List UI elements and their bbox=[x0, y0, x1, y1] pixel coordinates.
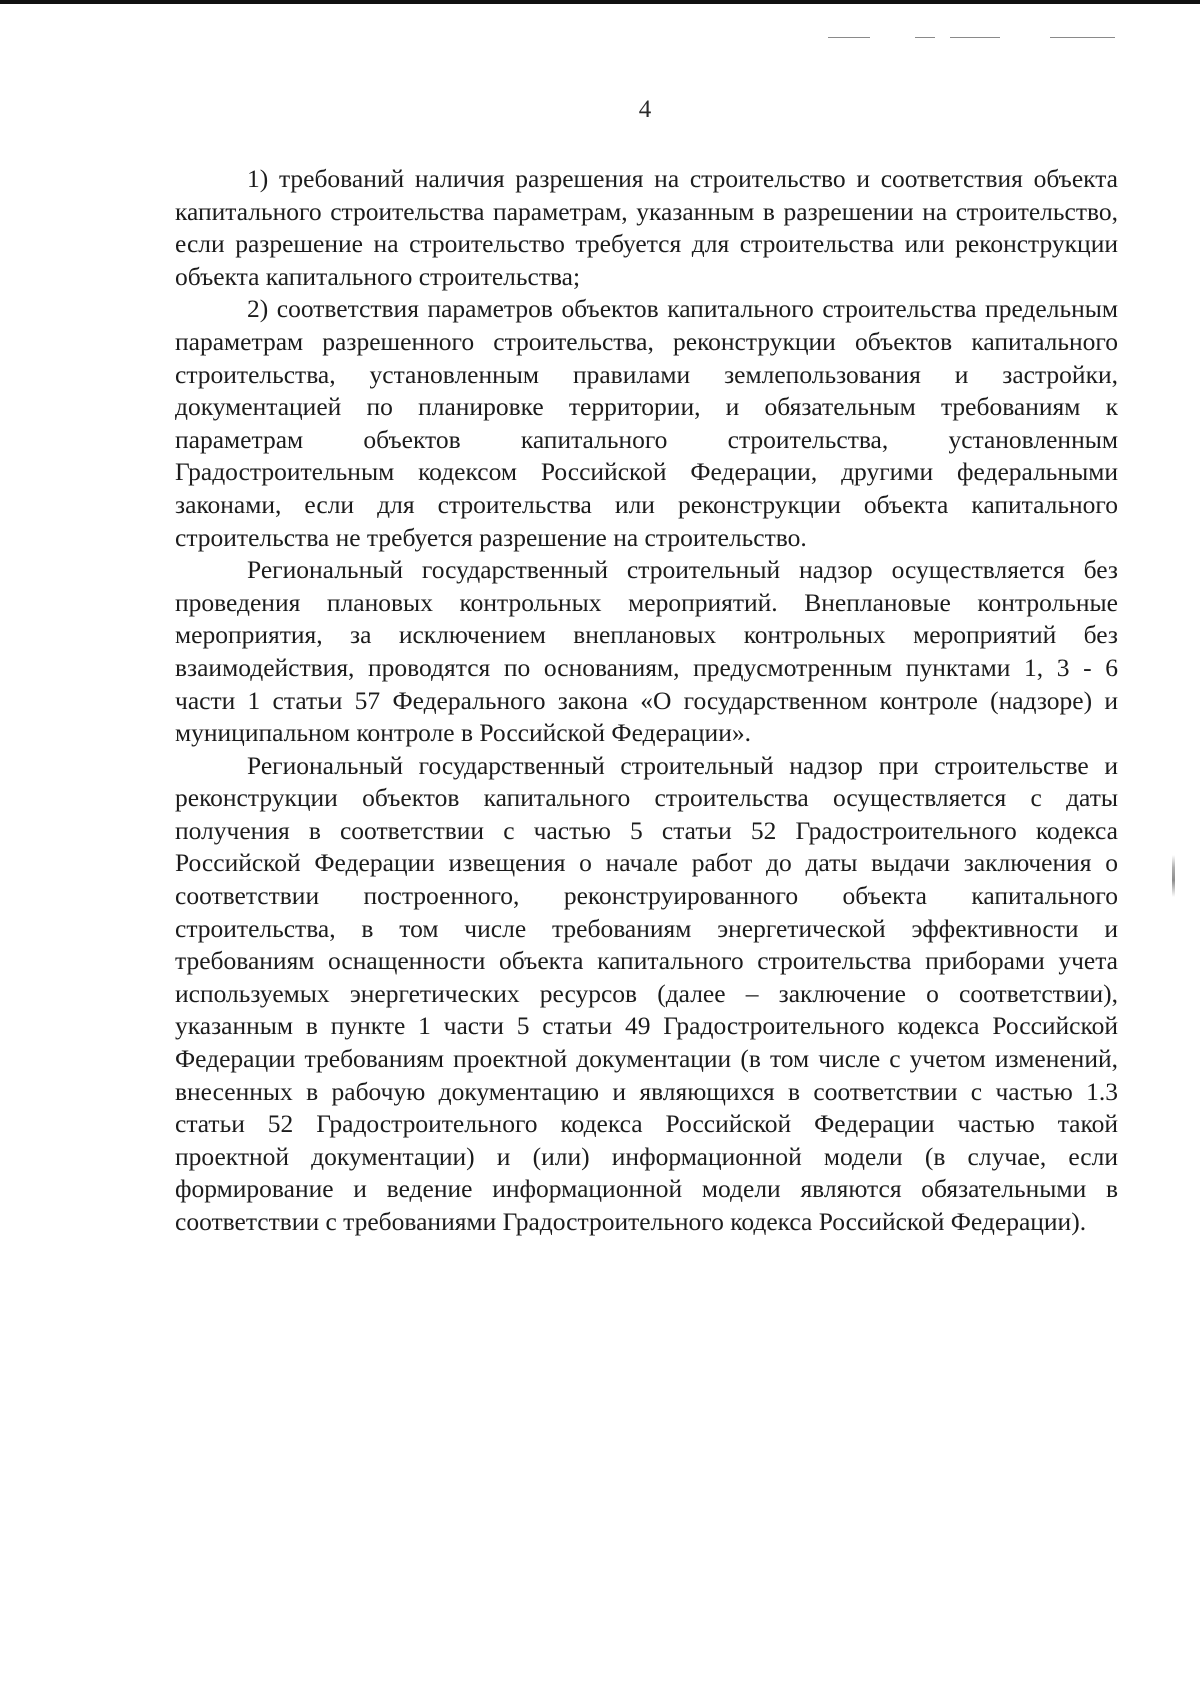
page-number: 4 bbox=[638, 96, 652, 123]
paragraph-supervision-period: Региональный государственный строительный надзор при строительстве и реконструкции объектов капитального строительства осуществляется с даты получения в соответствии с частью 5 статьи 52 Градостроительного кодекса Российской Федерации извещения о начале работ до даты выдачи заключения о соответствии построенного, реконструированного объекта капитального строительства, в том числе требованиям энергетической эффективности и требованиям оснащенности объекта капитального строительства приборами учета используемых энергетических ресурсов (далее – заключение о соответствии), указанным в пункте 1 части 5 статьи 49 Градостроительного кодекса Российской Федерации требованиям проектной документации (в том числе с учетом изменений, внесенных в рабочую документацию и являющихся в соответствии с частью 1.3 статьи 52 Градостроительного кодекса Российской Федерации частью такой проектной документации) и (или) информационной модели (в случае, если формирование и ведение информационной модели являются обязательными в соответствии с требованиями Градостроительного кодекса Российской Федерации). bbox=[175, 750, 1118, 1236]
paragraph-item-1: 1) требований наличия разрешения на строительство и соответствия объекта капитального строительства параметрам, указанным в разрешении на строительство, если разрешение на строительство требуется для строительства или реконструкции объекта капитального строительства; bbox=[175, 164, 1118, 291]
document-body bbox=[175, 163, 1118, 1239]
paragraph-item-2: 2) соответствия параметров объектов капитального строительства предельным параметрам разрешенного строительства, реконструкции объектов капитального строительства, установленным правилами землепользования и застройки, документацией по планировке территории, и обязательным требованиям к параметрам объектов капитального строительства, установленным Градостроительным кодексом Российской Федерации, другими федеральными законами, если для строительства или реконструкции объекта капитального строительства не требуется разрешение на строительство. bbox=[175, 294, 1118, 552]
scan-artifact-dash bbox=[915, 37, 935, 38]
scan-artifact-dash bbox=[950, 37, 1000, 38]
paragraph-supervision-scope: Региональный государственный строительный надзор осуществляется без проведения плановых контрольных мероприятий. Внеплановые контрольные мероприятия, за исключением внеплановых контрольных мероприятий без взаимодействия, проводятся по основаниям, предусмотренным пунктами 1, 3 - 6 части 1 статьи 57 Федерального закона «О государственном контроле (надзоре) и муниципальном контроле в Российской Федерации». bbox=[175, 555, 1118, 748]
scan-artifact-dash bbox=[828, 37, 870, 38]
scan-top-border bbox=[0, 0, 1200, 4]
scan-artifact-mark bbox=[1172, 855, 1175, 897]
scan-artifact-dash bbox=[1050, 37, 1115, 38]
